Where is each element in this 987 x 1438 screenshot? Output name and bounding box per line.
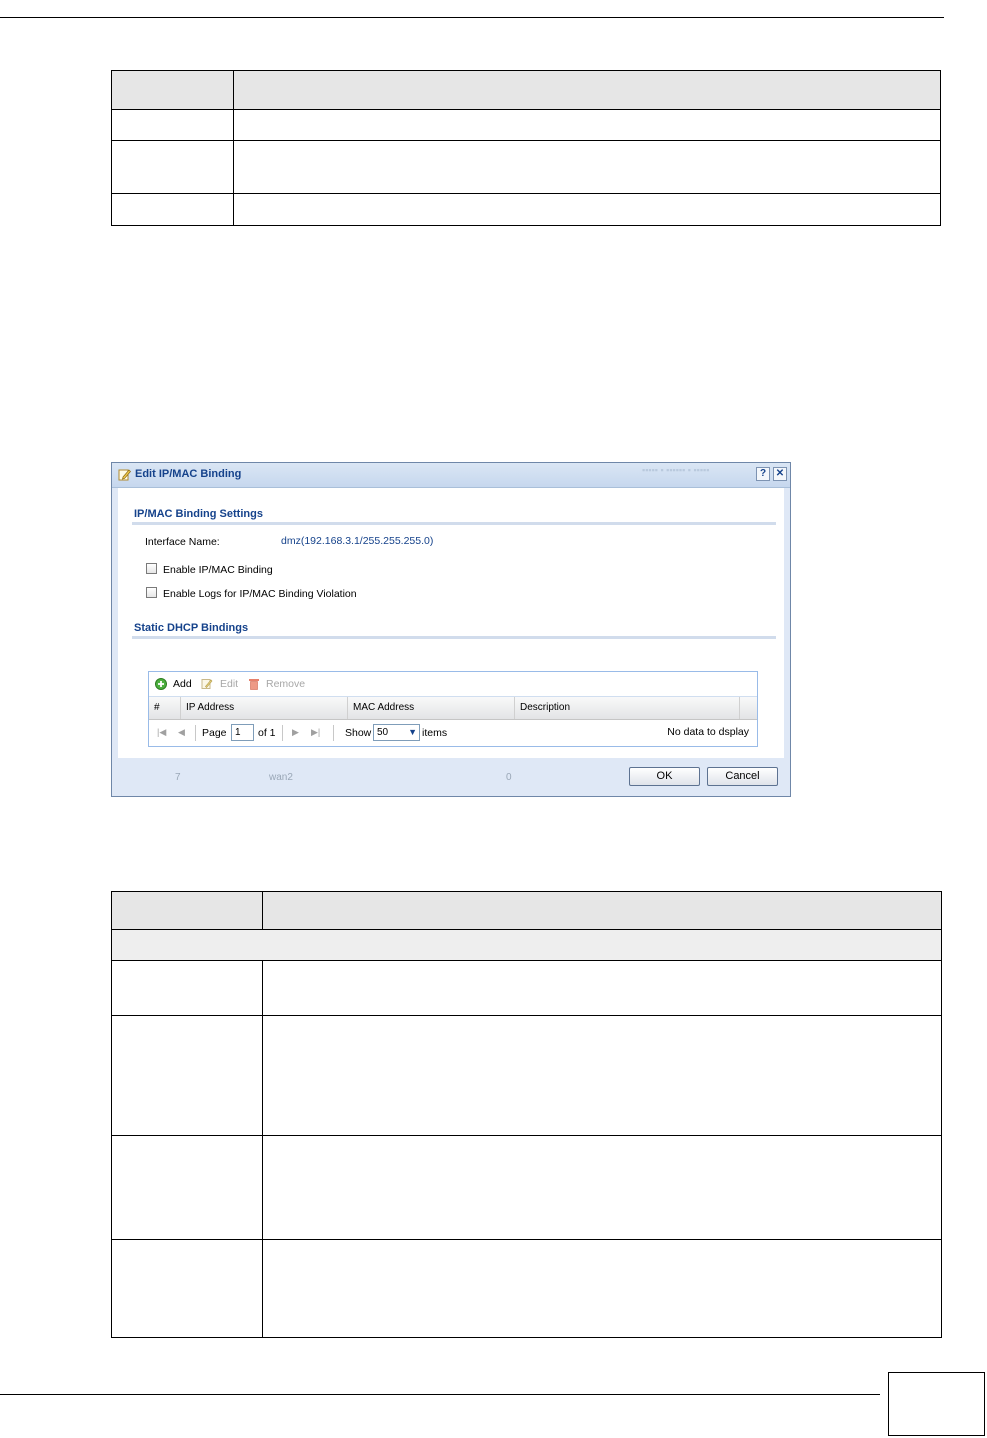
edit-ip-mac-binding-dialog — [111, 462, 791, 797]
dialog-title: Edit IP/MAC Binding — [135, 468, 242, 480]
grid-toolbar — [149, 672, 757, 697]
first-page-icon[interactable]: |◀ — [157, 727, 167, 737]
table-row — [112, 194, 941, 226]
column-header-ip-address[interactable]: IP Address — [181, 697, 348, 719]
show-label: Show — [345, 727, 372, 739]
table-row — [112, 141, 941, 194]
last-page-icon[interactable]: ▶| — [311, 727, 321, 737]
background-row-count: 0 — [506, 772, 512, 783]
section-divider — [132, 522, 776, 525]
bindings-section-title: Static DHCP Bindings — [134, 622, 249, 634]
cancel-button[interactable]: Cancel — [707, 767, 778, 786]
table-header-row — [112, 892, 942, 930]
interface-name-value: dmz(192.168.3.1/255.255.255.0) — [281, 535, 434, 547]
enable-binding-checkbox[interactable] — [146, 563, 157, 574]
edit-button[interactable]: Edit — [220, 678, 239, 690]
help-icon[interactable]: ? — [756, 467, 770, 481]
page-number-input[interactable]: 1 — [231, 724, 254, 741]
page-count-label: of 1 — [258, 727, 276, 739]
close-icon[interactable]: ✕ — [773, 467, 787, 481]
table-row — [112, 1240, 942, 1338]
header-rule — [0, 17, 944, 18]
page-size-value: 50 — [377, 727, 389, 738]
background-row-number: 7 — [175, 772, 181, 783]
interface-name-label: Interface Name: — [145, 536, 220, 548]
empty-grid-message: No data to dsplay — [667, 726, 749, 738]
table-row — [112, 1016, 942, 1136]
column-header-mac-address[interactable]: MAC Address — [348, 697, 515, 719]
table-row — [112, 110, 941, 141]
grid-pager — [149, 720, 757, 746]
bottom-doc-table — [111, 891, 942, 1338]
background-ghost-text: ▪▪▪▪▪ ▪ ▪▪▪▪▪▪ ▪ ▪▪▪▪▪ — [642, 465, 710, 475]
background-row-name: wan2 — [269, 772, 293, 783]
edit-icon — [118, 468, 131, 481]
items-label: items — [422, 727, 448, 739]
enable-logs-label: Enable Logs for IP/MAC Binding Violation — [163, 588, 357, 600]
ok-button[interactable]: OK — [629, 767, 700, 786]
edit-icon — [201, 678, 213, 690]
remove-button[interactable]: Remove — [266, 678, 306, 690]
dialog-titlebar — [112, 463, 790, 488]
top-doc-table — [111, 70, 941, 226]
column-header-description[interactable]: Description — [515, 697, 740, 719]
toolbar-separator — [195, 725, 196, 741]
trash-icon — [248, 677, 260, 690]
page-size-select[interactable] — [373, 724, 420, 741]
table-section-row — [112, 930, 942, 961]
page-label: Page — [202, 727, 227, 739]
add-icon — [155, 678, 167, 690]
page-number-box — [888, 1372, 985, 1436]
table-row — [112, 1136, 942, 1240]
column-header-number[interactable]: # — [149, 697, 181, 719]
grid-header — [149, 697, 757, 720]
table-header-row — [112, 71, 941, 110]
static-dhcp-grid — [148, 671, 758, 747]
enable-binding-label: Enable IP/MAC Binding — [163, 564, 273, 576]
toolbar-separator — [333, 725, 334, 741]
section-divider — [132, 636, 776, 639]
chevron-down-icon: ▼ — [408, 727, 417, 737]
dialog-content — [118, 488, 784, 758]
enable-logs-checkbox[interactable] — [146, 587, 157, 598]
add-button[interactable]: Add — [173, 678, 192, 690]
toolbar-separator — [282, 725, 283, 741]
table-row — [112, 961, 942, 1016]
previous-page-icon[interactable]: ◀ — [178, 727, 185, 737]
footer-rule — [0, 1394, 880, 1395]
settings-section-title: IP/MAC Binding Settings — [134, 508, 263, 520]
next-page-icon[interactable]: ▶ — [292, 727, 299, 737]
